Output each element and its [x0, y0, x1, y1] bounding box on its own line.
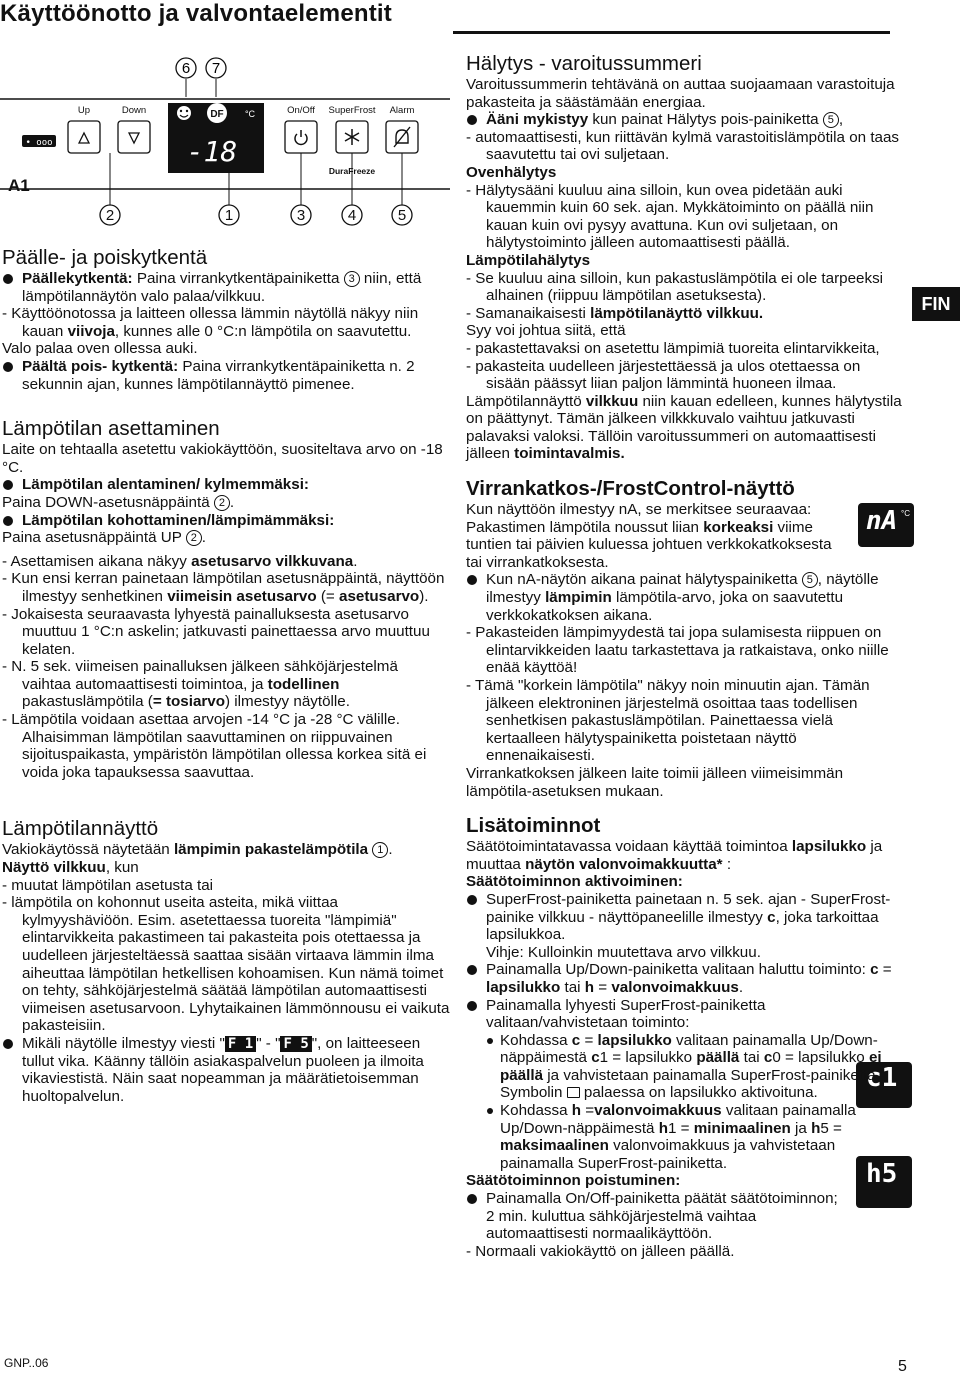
dash-startup: - Käyttöönotossa ja laitteen ollessa lämmin näytöllä näkyy niin kauan viivoja, kunnes alle 0 °C:n lämpötila on saavutettu. — [2, 305, 419, 340]
dash-blinking: - Asettamisen aikana näkyy asetusarvo vilkkuvana. — [2, 552, 358, 570]
dash-temp-rise: - lämpötila on kohonnut useita asteita, mikä viittaa kylmyyshäviöön. Esim. asetettaessa tuoreita "lämpimiä" elintarvikkeita pakastimeen tai pakasteita pois otettaessa ja uudelleen järjesteltäessä saattaa sisään virtaava lämmin ilma aiheuttaa lämpötilan hetkellisen kohoamisen. Kun nämä toimet on tehty, sähköjärjestelmä säätää lämpötilan automaattisesti viimeisen asetusarvoon. Lyhytaikainen lämmönnousu ei vaikuta pakasteisiin. — [2, 894, 450, 1035]
paragraph-blinks: Näyttö vilkkuu, kun — [2, 859, 139, 877]
section-title-display: Lämpötilannäyttö — [2, 817, 159, 841]
svg-text:• ooo: • ooo — [25, 138, 53, 148]
callout-3: 3 — [296, 207, 306, 224]
df-icon — [207, 103, 227, 123]
dash-normal: - Normaali vakiokäyttö on jälleen päällä. — [466, 1242, 735, 1260]
right-column — [466, 52, 910, 1260]
heading-door-alarm: Ovenhälytys — [466, 163, 557, 181]
paragraph-press-up: Paina asetusnäppäintä UP 2 . — [2, 529, 207, 547]
bullet-confirm: Painamalla lyhyesti SuperFrost-painiketta valitaan/vahvistetaan toiminto: — [466, 997, 906, 1032]
title-rule — [453, 31, 890, 34]
paragraph-extra: Säätötoimintatavassa voidaan käyttää toimintoa lapsilukko ja muuttaa näytön valonvoimakkuutta* : — [466, 838, 883, 873]
dash-door-alarm: - Hälytysääni kuuluu aina silloin, kun ovea pidetään auki kauemmin kuin 60 sek. ajan. Mykkätoiminto on päällä niin kauan kuin ovi pysyy avattuna. Kun ovi suljetaan, on hälytystoiminto jälleen automaattisesti päällä. — [466, 181, 874, 252]
dash-auto-mute: - automaattisesti, kun riittävän kylmä varastoitislämpötila on taas saavutettu tai ovi suljetaan. — [466, 128, 900, 164]
bullet-superfrost-5s: SuperFrost-painiketta painetaan n. 5 sek. ajan - SuperFrost-painike vilkkuu - näyttöpaneelille ilmestyy c, joka tarkoittaa lapsilukkoa. Vihje: Kulloinkin muutettava arvo vilkkuu. — [466, 891, 906, 961]
bullet-fault: Mikäli näytölle ilmestyy viesti " F 1 " - " F 5 ", on laitteeseen tullut vika. Käänny tällöin asiakaspalvelun puoleen ja ilmoita vikaviestistä. Näin saat nopeamman ja määrätietoisemman huoltopalvelun. — [2, 1035, 450, 1105]
page-number: 5 — [898, 1358, 907, 1375]
paragraph-warmest: Vakiokäytössä näytetään lämpimin pakastelämpötila 1 . — [2, 841, 393, 859]
section-title-powerfail: Virrankatkos-/FrostControl-näyttö — [466, 477, 795, 501]
durafreeze-label: DuraFreeze — [328, 166, 376, 176]
paragraph-blinks-until: Lämpötilannäyttö vilkkuu niin kauan edelleen, kunnes hälytystila on päättynyt. Tämän jälkeen vilkkkuvalo vaihtuu jatkuvasti palavaksi valoksi. Tällöin varoitussummeri on automaattisesti jälleen toimintavalmis. — [466, 392, 902, 463]
down-button — [118, 121, 150, 153]
callout-2: 2 — [105, 207, 115, 224]
alarm-label: Alarm — [389, 105, 415, 116]
bullet-switch-off: Päältä pois- kytkentä: Paina virrankytkentäpainiketta n. 2 sekunnin ajan, kunnes lämpötilannäyttö pimenee. — [2, 358, 450, 393]
bullet-switch-on: Päällekytkentä: Paina virrankytkentäpainiketta 3 niin, että lämpötilannäytön valo palaa/vilkkuu. — [2, 270, 450, 305]
control-panel-figure — [0, 55, 450, 235]
paragraph-light: Valo palaa oven ollessa auki. — [2, 340, 198, 358]
dash-warm-air: - pakasteita uudelleen järjestettäessä ja ulos otettaessa on sisään päässyt liian paljon lämmintä huoneen ilmaa. — [466, 357, 861, 393]
dash-temp-alarm: - Se kuuluu aina silloin, kun pakastuslämpötila ei ole tarpeeksi alhainen (riippuu lämpötilan asetuksesta). — [466, 269, 884, 305]
subbullet-brightness: Kohdassa h =valonvoimakkuus valitaan painamalla Up/Down-näppäimestä h1 = minimaalinen ja h5 = maksimaalinen valonvoimakkuus ja vahvistetaan painamalla SuperFrost-painiketta. — [466, 1102, 860, 1172]
degree-label: °C — [244, 109, 256, 119]
paragraph-press-down: Paina DOWN-asetusnäppäintä 2 . — [2, 493, 235, 511]
paragraph-buzzer: Varoitussummerin tehtävänä on auttaa suojaamaan varastoituja pakasteita ja säästämään energiaa. — [466, 76, 895, 111]
dash-five-sec: - N. 5 sek. viimeisen painalluksen jälkeen sähköjärjestelmä vaihtaa automaattisesti toimintoa, ja todellinen pakastuslämpötila (= tosiarvo) ilmestyy näytölle. — [2, 658, 398, 711]
callout-1: 1 — [224, 207, 234, 224]
dash-each-press: - Jokaisesta seuraavasta lyhyestä painalluksesta asetusarvo muuttuu 1 °C:n askelin; jatkuvasti painettaessa arvo muuttuu kelaten. — [2, 605, 430, 658]
onoff-label: On/Off — [287, 105, 315, 116]
heading-exit: Säätötoiminnon poistuminen: — [466, 1172, 681, 1190]
dash-change-setting: - muutat lämpötilan asetusta tai — [2, 876, 214, 894]
bullet-select-function: Painamalla Up/Down-painiketta valitaan haluttu toiminto: c = lapsilukko tai h = valonvoimakkuus. — [466, 961, 906, 996]
figure-label-a1: A1 — [8, 176, 30, 195]
heading-temp-alarm: Lämpötilahälytys — [466, 251, 591, 269]
language-tab: FIN — [912, 287, 960, 321]
paragraph-after-outage: Virrankatkoksen jälkeen laite toimii jälleen viimeisimmän lämpötila-asetuksen mukaan. — [466, 764, 844, 800]
bullet-raise-temp: Lämpötilan kohottaminen/lämpimämmäksi: — [2, 512, 450, 530]
dash-warm-food: - pakastettavaksi on asetettu lämpimiä tuoreita elintarvikkeita, — [466, 339, 880, 357]
down-label: Down — [121, 105, 147, 116]
heading-activate: Säätötoiminnon aktivoiminen: — [466, 873, 683, 891]
subbullet-childlock: Kohdassa c = lapsilukko valitaan painamalla Up/Down-näppäimestä c1 = lapsilukko päällä tai c0 = lapsilukko ei päällä ja vahvistetaan painamalla SuperFrost-painiketta. Symbolin palaessa on lapsilukko aktivoituna. — [466, 1032, 900, 1102]
callout-7: 7 — [211, 60, 221, 77]
bullet-mute: Ääni mykistyy kun painat Hälytys pois-painiketta 5 , — [466, 111, 906, 129]
na-display: °C nA — [858, 503, 914, 547]
footer-code: GNP..06 — [4, 1356, 49, 1370]
h5-display: h5 — [856, 1156, 912, 1208]
display-value: -18 — [186, 135, 238, 168]
superfrost-label: SuperFrost — [328, 105, 376, 116]
dash-highest-temp: - Tämä "korkein lämpötila" näkyy noin minuutin ajan. Tämän jälkeen elektroninen järjestelmä osoittaa taas todellisen senhetkisen pakastuslämpötilan. Painettaessa vielä kertaalleen hälytyspainiketta poistetaan näyttö ennenaikaisesti. — [466, 677, 870, 765]
paragraph-default: Laite on tehtaalla asetettu vakiokäyttöön, suositeltava arvo on -18 °C. — [2, 441, 443, 476]
fault-code-f1: F 1 — [225, 1036, 256, 1052]
callout-5: 5 — [397, 207, 407, 224]
smiley-icon — [177, 106, 191, 120]
bullet-onoff-exit: Painamalla On/Off-painiketta päätät säätötoiminnon; 2 min. kuluttua sähköjärjestelmä vaihtaa automaattisesti normaalikäyttöön. — [466, 1190, 846, 1243]
section-title-setting: Lämpötilan asettaminen — [2, 417, 220, 441]
section-title-extra: Lisätoiminnot — [466, 814, 601, 838]
c1-display: c1 — [856, 1062, 912, 1108]
callout-4: 4 — [347, 207, 357, 224]
dash-quality: - Pakasteiden lämpimyydestä tai jopa sulamisesta riippuen on elintarvikkeiden laatu tarkastettava ja ratkaistava, onko niille enää käyttöä! — [466, 624, 889, 677]
callout-6: 6 — [181, 60, 191, 77]
section-title-onoff: Päälle- ja poiskytkentä — [2, 246, 208, 269]
paragraph-reason: Syy voi johtua siitä, että — [466, 322, 626, 340]
bullet-lower-temp: Lämpötilan alentaminen/ kylmemmäksi: — [2, 476, 450, 494]
dash-range: - Lämpötila voidaan asettaa arvojen -14 °C ja -28 °C välille. Alhaisimman lämpötilan saavuttaminen on riippuvainen sijoituspaikasta, ympäristön lämpötilan ollessa korkea sitä ei voida joka tapauksessa saavuttaa. — [2, 711, 427, 781]
fault-code-f5: F 5 — [280, 1036, 311, 1052]
bullet-na-alarm: Kun nA-näytön aikana painat hälytyspainiketta 5 , näytölle ilmestyy lämpimin lämpötila-arvo, joka on saavutettu verkkokatkoksen aikana. — [466, 571, 906, 624]
page-title: Käyttöönotto ja valvontaelementit — [0, 0, 392, 27]
left-column — [2, 246, 450, 1105]
dash-first-press: - Kun ensi kerran painetaan lämpötilan asetusnäppäintä, näyttöön ilmestyy senhetkinen viimeisin asetusarvo (= asetusarvo). — [2, 570, 445, 605]
svg-text:DF: DF — [210, 109, 224, 120]
up-button — [68, 121, 100, 153]
paragraph-na: Kun näyttöön ilmestyy nA, se merkitsee seuraavaa: Pakastimen lämpötila noussut liian korkeaksi viime tuntien tai päivien kuluessa johtuen verkkokatkoksesta tai virrankatkoksesta. — [466, 501, 832, 571]
section-title-alarm: Hälytys - varoitussummeri — [466, 52, 702, 75]
up-label: Up — [77, 105, 91, 116]
lock-symbol-icon — [567, 1087, 580, 1098]
dash-simultaneous: - Samanaikaisesti lämpötilanäyttö vilkkuu. — [466, 304, 764, 322]
